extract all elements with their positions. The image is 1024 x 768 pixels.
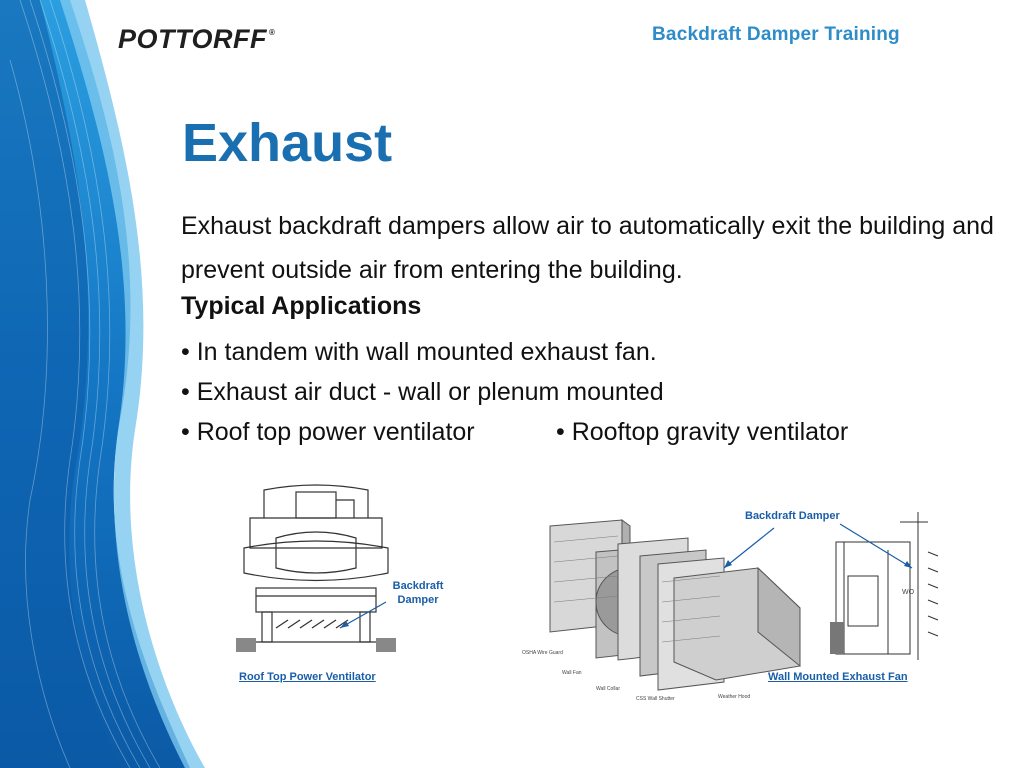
label-wall-collar: Wall Collar (596, 686, 620, 692)
bullet-item: • In tandem with wall mounted exhaust fan. (181, 338, 657, 366)
label-wo: WO (902, 589, 915, 596)
wall-fan-caption: Wall Mounted Exhaust Fan (768, 671, 908, 683)
wall-damper-callout: Backdraft Damper (745, 510, 840, 522)
body-paragraph: Exhaust backdraft dampers allow air to automatically exit the building and prevent outside air from entering the building. (181, 212, 994, 284)
label-wall-fan: Wall Fan (562, 670, 582, 676)
label-wall-shutter: CSS Wall Shutter (636, 696, 675, 702)
page-title: Exhaust (182, 113, 393, 173)
pottorff-logo (118, 24, 275, 55)
logo-registered-mark: ® (269, 28, 276, 37)
label-wire-guard: OSHA Wire Guard (522, 650, 563, 656)
applications-heading: Typical Applications (181, 292, 422, 320)
roof-ventilator-diagram (236, 478, 396, 662)
roof-damper-callout: Backdraft Damper (392, 580, 444, 606)
logo-text: POTTORFF (118, 24, 267, 54)
bullet-item: • Exhaust air duct - wall or plenum mounted (181, 378, 664, 406)
header-title: Backdraft Damper Training (652, 24, 900, 45)
bullet-item: • Rooftop gravity ventilator (556, 418, 849, 446)
bullet-item: • Roof top power ventilator (181, 418, 475, 446)
label-weather-hood: Weather Hood (718, 694, 751, 700)
roof-ventilator-caption: Roof Top Power Ventilator (239, 671, 376, 683)
